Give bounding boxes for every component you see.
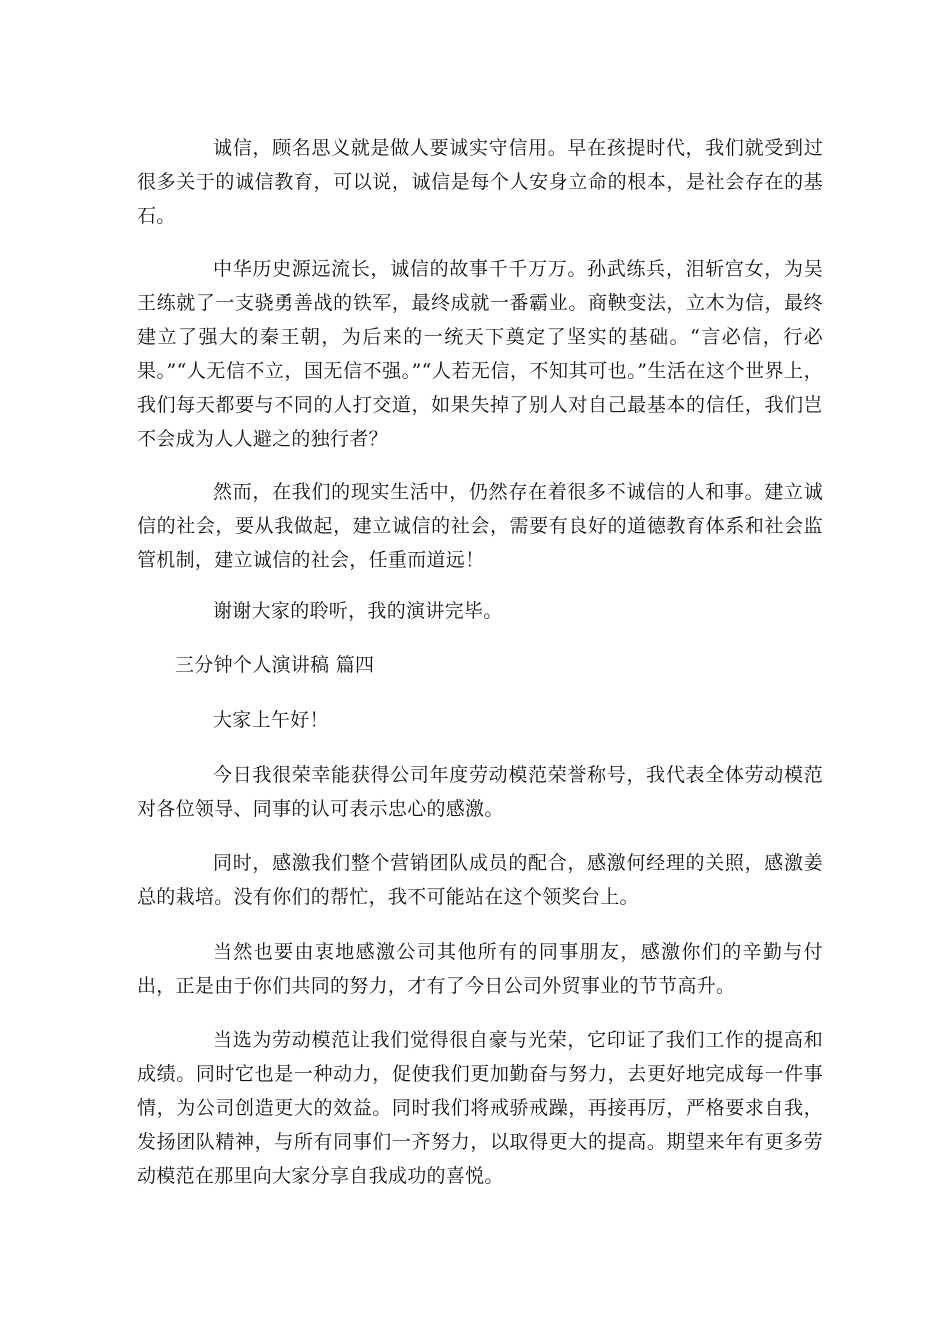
paragraph-model-worker: 当选为劳动模范让我们觉得很自豪与光荣，它印证了我们工作的提高和成绩。同时它也是一种动力，促使我们更加勤奋与努力，去更好地完成每一件事情，为公司创造更大的效益。同时我们将戒骄戒躁，再接再厉，严格要求自我，发扬团队精神，与所有同事们一齐努力，以取得更大的提高。期望来年有更多劳动模范在那里向大家分享自我成功的喜悦。 [137,1029,823,1187]
paragraph-chinese-history: 中华历史源远流长，诚信的故事千千万万。孙武练兵，泪斩宫女，为吴王练就了一支骁勇善战的铁军，最终成就一番霸业。商鞅变法，立木为信，最终建立了强大的秦王朝，为后来的一统天下奠定了坚实的基础。“言必信，行必果。”“人无信不立，国无信不强。”“人若无信，不知其可也。”生活在这个世界上，我们每天都要与不同的人打交道，如果失掉了别人对自己最基本的信任，我们岂不会成为人人避之的独行者？ [137,258,823,450]
paragraph-colleagues-thanks: 当然也要由衷地感激公司其他所有的同事朋友，感激你们的辛勤与付出，正是由于你们共同的努力，才有了今日公司外贸事业的节节高升。 [137,941,823,997]
paragraph-honor: 今日我很荣幸能获得公司年度劳动模范荣誉称号，我代表全体劳动模范对各位领导、同事的认可表示忠心的感激。 [137,764,823,820]
paragraph-reality: 然而，在我们的现实生活中，仍然存在着很多不诚信的人和事。建立诚信的社会，要从我做起，建立诚信的社会，需要有良好的道德教育体系和社会监管机制，建立诚信的社会，任重而道远！ [137,481,823,571]
section-heading: 三分钟个人演讲稿 篇四 [175,654,375,676]
paragraph-team-thanks: 同时，感激我们整个营销团队成员的配合，感激何经理的关照，感激姜总的栽培。没有你们的帮忙，我不可能站在这个领奖台上。 [137,852,823,908]
paragraph-integrity-definition: 诚信，顾名思义就是做人要诚实守信用。早在孩提时代，我们就受到过很多关于的诚信教育，可以说，诚信是每个人安身立命的根本，是社会存在的基石。 [137,137,823,227]
paragraph-thanks: 谢谢大家的聆听，我的演讲完毕。 [213,600,503,622]
paragraph-greeting: 大家上午好！ [213,709,329,731]
